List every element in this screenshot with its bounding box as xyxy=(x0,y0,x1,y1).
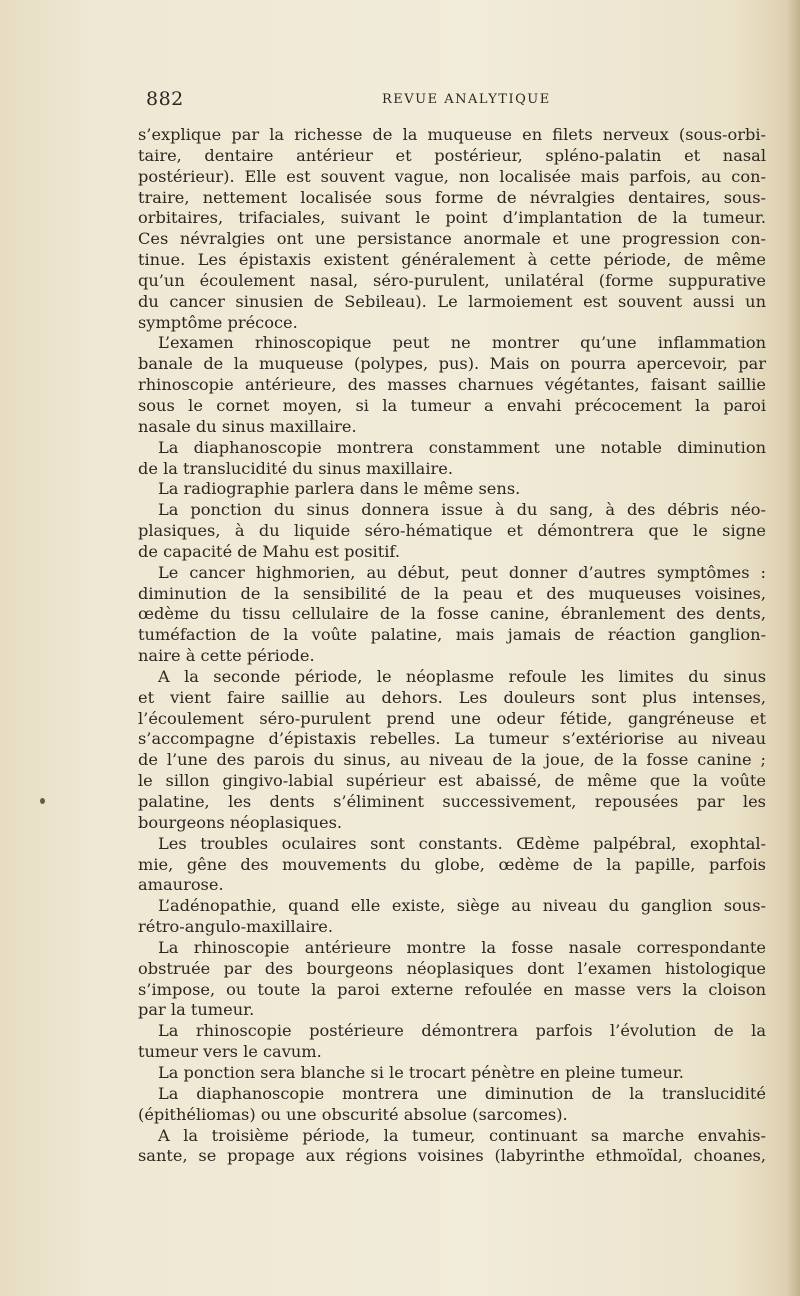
text-line: Le cancer highmorien, au début, peut donner d’autres symptômes : xyxy=(158,562,766,582)
text-line: plasiques, à du liquide séro-hématique et démontrera que le signe xyxy=(138,521,766,541)
text-line: La diaphanoscopie montrera constamment une notable diminution xyxy=(158,437,766,457)
text-line: orbitaires, trifaciales, suivant le point d’implantation de la tumeur. xyxy=(138,208,766,228)
text-line: du cancer sinusien de Sebileau). Le larmoiement est souvent aussi un xyxy=(138,291,766,311)
text-line: de l’une des parois du sinus, au niveau de la joue, de la fosse canine ; xyxy=(138,750,766,770)
text-line: le sillon gingivo-labial supérieur est abaissé, de même que la voûte xyxy=(138,771,766,791)
text-line: La radiographie parlera dans le même sens. xyxy=(158,479,521,499)
page-header xyxy=(146,88,768,112)
text-line: palatine, les dents s’éliminent successivement, repousées par les xyxy=(138,792,766,811)
page-number: 882 xyxy=(146,88,184,110)
text-line: symptôme précoce. xyxy=(138,312,298,332)
text-line: s’accompagne d’épistaxis rebelles. La tumeur s’extériorise au niveau xyxy=(138,729,766,749)
text-line: mie, gêne des mouvements du globe, œdème de la papille, parfois xyxy=(138,854,766,874)
text-line: Les troubles oculaires sont constants. Œdème palpébral, exophtal- xyxy=(158,833,766,853)
text-line: sante, se propage aux régions voisines (labyrinthe ethmoïdal, choanes, xyxy=(138,1146,766,1166)
page-edge-shadow xyxy=(786,0,800,1296)
text-line: par la tumeur. xyxy=(138,1000,255,1020)
text-line: banale de la muqueuse (polypes, pus). Mais on pourra apercevoir, par xyxy=(138,354,766,374)
text-line: L’examen rhinoscopique peut ne montrer qu’une inflammation xyxy=(158,333,766,353)
text-line: de la translucidité du sinus maxillaire. xyxy=(138,458,453,478)
text-line: et vient faire saillie au dehors. Les douleurs sont plus intenses, xyxy=(138,687,766,707)
text-line: nasale du sinus maxillaire. xyxy=(138,416,357,436)
text-line: traire, nettement localisée sous forme de névralgies dentaires, sous- xyxy=(138,187,766,207)
text-line: s’impose, ou toute la paroi externe refoulée en masse vers la cloison xyxy=(138,979,766,999)
text-line: La rhinoscopie antérieure montre la fosse nasale correspondante xyxy=(158,937,766,957)
text-line: rhinoscopie antérieure, des masses charnues végétantes, faisant saillie xyxy=(138,375,766,395)
ink-spot xyxy=(40,798,45,804)
text-line: de capacité de Mahu est positif. xyxy=(138,541,400,561)
text-line: tinue. Les épistaxis existent généralement à cette période, de même xyxy=(138,250,766,270)
text-line: amaurose. xyxy=(138,875,224,895)
text-line: tumeur vers le cavum. xyxy=(138,1042,322,1062)
text-line: sous le cornet moyen, si la tumeur a envahi précocement la paroi xyxy=(138,395,766,415)
text-line: La ponction sera blanche si le trocart pénètre en pleine tumeur. xyxy=(158,1062,684,1082)
body-text xyxy=(138,125,766,1167)
text-line: La diaphanoscopie montrera une diminution de la translucidité xyxy=(158,1083,766,1103)
text-line: L’adénopathie, quand elle existe, siège au niveau du ganglion sous- xyxy=(158,896,766,916)
text-line: Ces névralgies ont une persistance anormale et une progression con- xyxy=(138,229,766,249)
text-line: s’explique par la richesse de la muqueuse en filets nerveux (sous-orbi- xyxy=(138,125,766,144)
text-line: obstruée par des bourgeons néoplasiques dont l’examen histologique xyxy=(138,958,766,978)
text-line: A la seconde période, le néoplasme refoule les limites du sinus xyxy=(158,666,766,686)
text-line: diminution de la sensibilité de la peau et des muqueuses voisines, xyxy=(138,583,766,603)
text-line: tuméfaction de la voûte palatine, mais jamais de réaction ganglion- xyxy=(138,625,766,645)
text-line: rétro-angulo-maxillaire. xyxy=(138,917,333,937)
text-line: naire à cette période. xyxy=(138,646,315,666)
text-line: qu’un écoulement nasal, séro-purulent, unilatéral (forme suppurative xyxy=(138,270,766,290)
text-line: A la troisième période, la tumeur, continuant sa marche envahis- xyxy=(158,1125,766,1145)
text-line: l’écoulement séro-purulent prend une odeur fétide, gangréneuse et xyxy=(138,708,766,728)
text-line: bourgeons néoplasiques. xyxy=(138,812,343,832)
text-line: La ponction du sinus donnera issue à du sang, à des débris néo- xyxy=(158,500,766,520)
text-line: La rhinoscopie postérieure démontrera parfois l’évolution de la xyxy=(158,1021,766,1041)
running-title: REVUE ANALYTIQUE xyxy=(382,92,551,107)
text-line: (épithéliomas) ou une obscurité absolue (sarcomes). xyxy=(138,1104,568,1124)
text-line: œdème du tissu cellulaire de la fosse canine, ébranlement des dents, xyxy=(138,604,766,624)
text-line: taire, dentaire antérieur et postérieur, spléno-palatin et nasal xyxy=(138,145,766,165)
text-line: postérieur). Elle est souvent vague, non localisée mais parfois, au con- xyxy=(138,166,766,186)
